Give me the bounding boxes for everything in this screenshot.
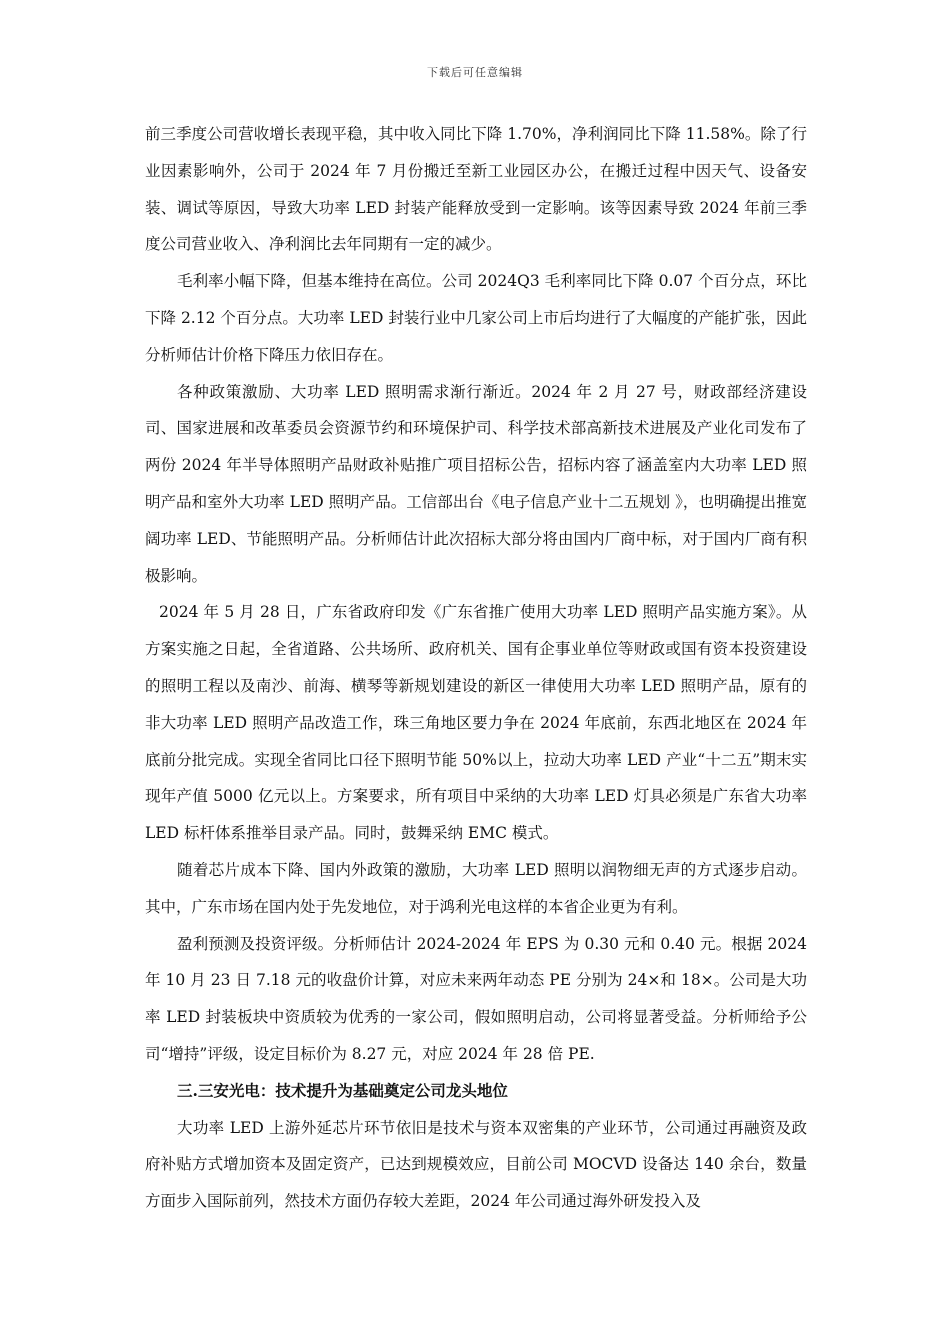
paragraph-forecast: 盈利预测及投资评级。分析师估计 2024-2024 年 EPS 为 0.30 元和 0.40 元。根据 2024 年 10 月 23 日 7.18 元的收盘价计算，对应未来两年动态 PE 分别为 24×和 18×。公司是大功率 LED 封装板块中资质较为优秀的一家公司，假如照明启动，公司将显著受益。分析师给予公司“增持”评级，设定目标价为 8.27 元，对应 2024 年 28 倍 PE. xyxy=(145,934,807,1063)
paragraph-gross-margin: 毛利率小幅下降，但基本维持在高位。公司 2024Q3 毛利率同比下降 0.07 个百分点，环比下降 2.12 个百分点。大功率 LED 封装行业中几家公司上市后均进行了大幅度的产能扩张，因此分析师估计价格下降压力依旧存在。 xyxy=(145,272,807,364)
document-body xyxy=(145,116,807,1220)
paragraph-market: 随着芯片成本下降、国内外政策的激励，大功率 LED 照明以润物细无声的方式逐步启动。其中，广东市场在国内处于先发地位，对于鸿利光电这样的本省企业更为有利。 xyxy=(145,860,807,916)
paragraph-revenue: 前三季度公司营收增长表现平稳，其中收入同比下降 1.70%，净利润同比下降 11.58%。除了行业因素影响外，公司于 2024 年 7 月份搬迁至新工业园区办公，在搬迁过程中因天气、设备安装、调试等原因，导致大功率 LED 封装产能释放受到一定影响。该等因素导致 2024 年前三季度公司营业收入、净利润比去年同期有一定的减少。 xyxy=(145,125,807,254)
page-header: 下载后可任意编辑 xyxy=(427,66,523,79)
paragraph-guangdong-plan: 2024 年 5 月 28 日，广东省政府印发《广东省推广使用大功率 LED 照明产品实施方案》。从方案实施之日起，全省道路、公共场所、政府机关、国有企事业单位等财政或国有资本投资建设的照明工程以及南沙、前海、横琴等新规划建设的新区一律使用大功率 LED 照明产品，原有的非大功率 LED 照明产品改造工作，珠三角地区要力争在 2024 年底前，东西北地区在 2024 年底前分批完成。实现全省同比口径下照明节能 50%以上，拉动大功率 LED 产业“十二五”期末实现年产值 5000 亿元以上。方案要求，所有项目中采纳的大功率 LED 灯具必须是广东省大功率 LED 标杆体系推举目录产品。同时，鼓舞采纳 EMC 模式。 xyxy=(145,603,807,843)
section-heading: 三.三安光电：技术提升为基础奠定公司龙头地位 xyxy=(177,1080,508,1100)
paragraph-policy: 各种政策激励、大功率 LED 照明需求渐行渐近。2024 年 2 月 27 号，财政部经济建设司、国家进展和改革委员会资源节约和环境保护司、科学技术部高新技术进展及产业化司发布了两份 2024 年半导体照明产品财政补贴推广项目招标公告，招标内容了涵盖室内大功率 LED 照明产品和室外大功率 LED 照明产品。工信部出台《电子信息产业十二五规划 》，也明确提出推宽阔功率 LED、节能照明产品。分析师估计此次招标大部分将由国内厂商中标，对于国内厂商有积极影响。 xyxy=(145,382,807,585)
paragraph-sanan: 大功率 LED 上游外延芯片环节依旧是技术与资本双密集的产业环节，公司通过再融资及政府补贴方式增加资本及固定资产，已达到规模效应，目前公司 MOCVD 设备达 140 余台，数量方面步入国际前列，然技术方面仍存较大差距，2024 年公司通过海外研发投入及 xyxy=(145,1118,807,1211)
